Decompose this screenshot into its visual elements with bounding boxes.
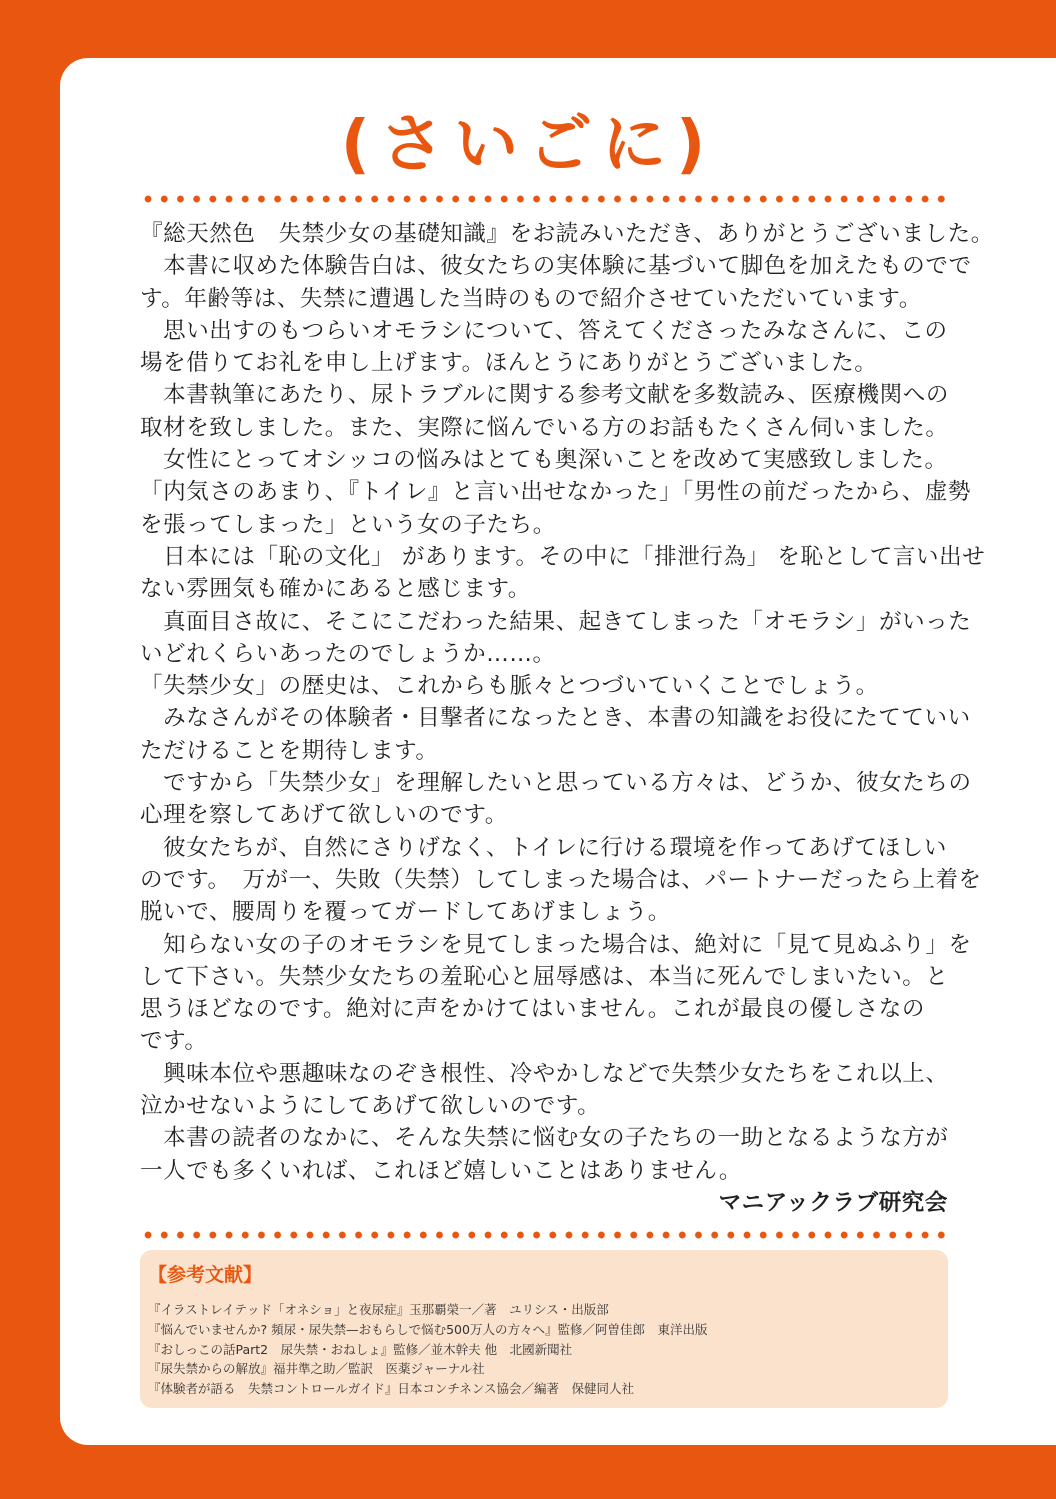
body-line: 真面目さ故に、そこにこだわった結果、起きてしまった「オモラシ」がいった bbox=[140, 608, 972, 635]
body-line: 「内気さのあまり、『トイレ』と言い出せなかった」「男性の前だったから、虚勢 bbox=[140, 479, 972, 506]
body-line: 興味本位や悪趣味なのぞき根性、冷やかしなどで失禁少女たちをこれ以上、 bbox=[140, 1060, 949, 1087]
references-list bbox=[148, 1300, 707, 1399]
body-line: 「失禁少女」の歴史は、これからも脈々とつづいていくことでしょう。 bbox=[140, 673, 879, 700]
body-line: 女性にとってオシッコの悩みはとても奥深いことを改めて実感致しました。 bbox=[140, 447, 948, 474]
body-text bbox=[140, 218, 994, 1219]
body-line: 思い出すのもつらいオモラシについて、答えてくださったみなさんに、この bbox=[140, 317, 948, 344]
body-line: 心理を察してあげて欲しいのです。 bbox=[140, 802, 508, 829]
dotted-divider-bottom bbox=[140, 1231, 950, 1239]
body-line: 『総天然色 失禁少女の基礎知識』をお読みいただき、ありがとうございました。 bbox=[140, 221, 994, 247]
body-line: ですから「失禁少女」を理解したいと思っている方々は、どうか、彼女たちの bbox=[140, 770, 972, 797]
references-box bbox=[140, 1250, 948, 1408]
reference-item: 『おしっこの話Part2 尿失禁・おねしょ』監修／並木幹夫 他 北國新聞社 bbox=[148, 1341, 573, 1357]
reference-item: 『体験者が語る 失禁コントロールガイド』日本コンチネンス協会／編著 保健同人社 bbox=[148, 1381, 635, 1397]
body-line: みなさんがその体験者・目撃者になったとき、本書の知識をお役にたてていい bbox=[140, 705, 971, 732]
body-line: 脱いで、腰周りを覆ってガードしてあげましょう。 bbox=[140, 899, 671, 926]
body-line: です。 bbox=[140, 1028, 208, 1055]
body-line: 一人でも多くいれば、これほど嬉しいことはありません。 bbox=[140, 1157, 742, 1184]
references-heading: 【参考文献】 bbox=[148, 1264, 263, 1286]
body-line: ない雰囲気も確かにあると感じます。 bbox=[140, 576, 531, 603]
body-line: して下さい。失禁少女たちの羞恥心と屈辱感は、本当に死んでしまいたい。と bbox=[140, 963, 949, 990]
body-line: 本書の読者のなかに、そんな失禁に悩む女の子たちの一助となるような方が bbox=[140, 1125, 949, 1152]
body-line: を張ってしまった」という女の子たち。 bbox=[140, 511, 556, 538]
reference-item: 『尿失禁からの解放』福井準之助／監訳 医薬ジャーナル社 bbox=[148, 1361, 485, 1377]
dotted-divider-top bbox=[140, 195, 950, 203]
body-line: 思うほどなのです。絶対に声をかけてはいません。これが最良の優しさなの bbox=[140, 996, 925, 1023]
body-line: いどれくらいあったのでしょうか……。 bbox=[140, 640, 556, 667]
body-line: 場を借りてお礼を申し上げます。ほんとうにありがとうございました。 bbox=[140, 350, 878, 377]
body-line: 本書執筆にあたり、尿トラブルに関する参考文献を多数読み、医療機関への bbox=[140, 382, 949, 409]
body-line: 泣かせないようにしてあげて欲しいのです。 bbox=[140, 1093, 601, 1120]
reference-item: 『イラストレイテッド「オネショ」と夜尿症』玉那覇榮一／著 ユリシス・出版部 bbox=[148, 1302, 609, 1317]
body-line: 取材を致しました。また、実際に悩んでいる方のお話もたくさん伺いました。 bbox=[140, 414, 949, 441]
body-line: 本書に収めた体験告白は、彼女たちの実体験に基づいて脚色を加えたものでで bbox=[140, 253, 972, 280]
reference-item: 『悩んでいませんか? 頻尿・尿失禁—おもらしで悩む500万人の方々へ』監修／阿曽佳郎 東洋出版 bbox=[148, 1321, 708, 1337]
body-line: 知らない女の子のオモラシを見てしまった場合は、絶対に「見て見ぬふり」を bbox=[140, 931, 972, 958]
body-line: のです。 万が一、失敗（失禁）してしまった場合は、パートナーだったら上着を bbox=[140, 866, 982, 893]
body-line: ただけることを期待します。 bbox=[140, 737, 439, 764]
body-line: 日本には「恥の文化」 があります。その中に「排泄行為」 を恥として言い出せ bbox=[140, 543, 986, 570]
body-line: す。年齢等は、失禁に遭遇した当時のもので紹介させていただいています。 bbox=[140, 285, 922, 312]
body-line: 彼女たちが、自然にさりげなく、トイレに行ける環境を作ってあげてほしい bbox=[140, 834, 947, 861]
page-title: (さいごに) bbox=[340, 108, 716, 182]
signature: マニアックラブ研究会 bbox=[718, 1189, 948, 1216]
